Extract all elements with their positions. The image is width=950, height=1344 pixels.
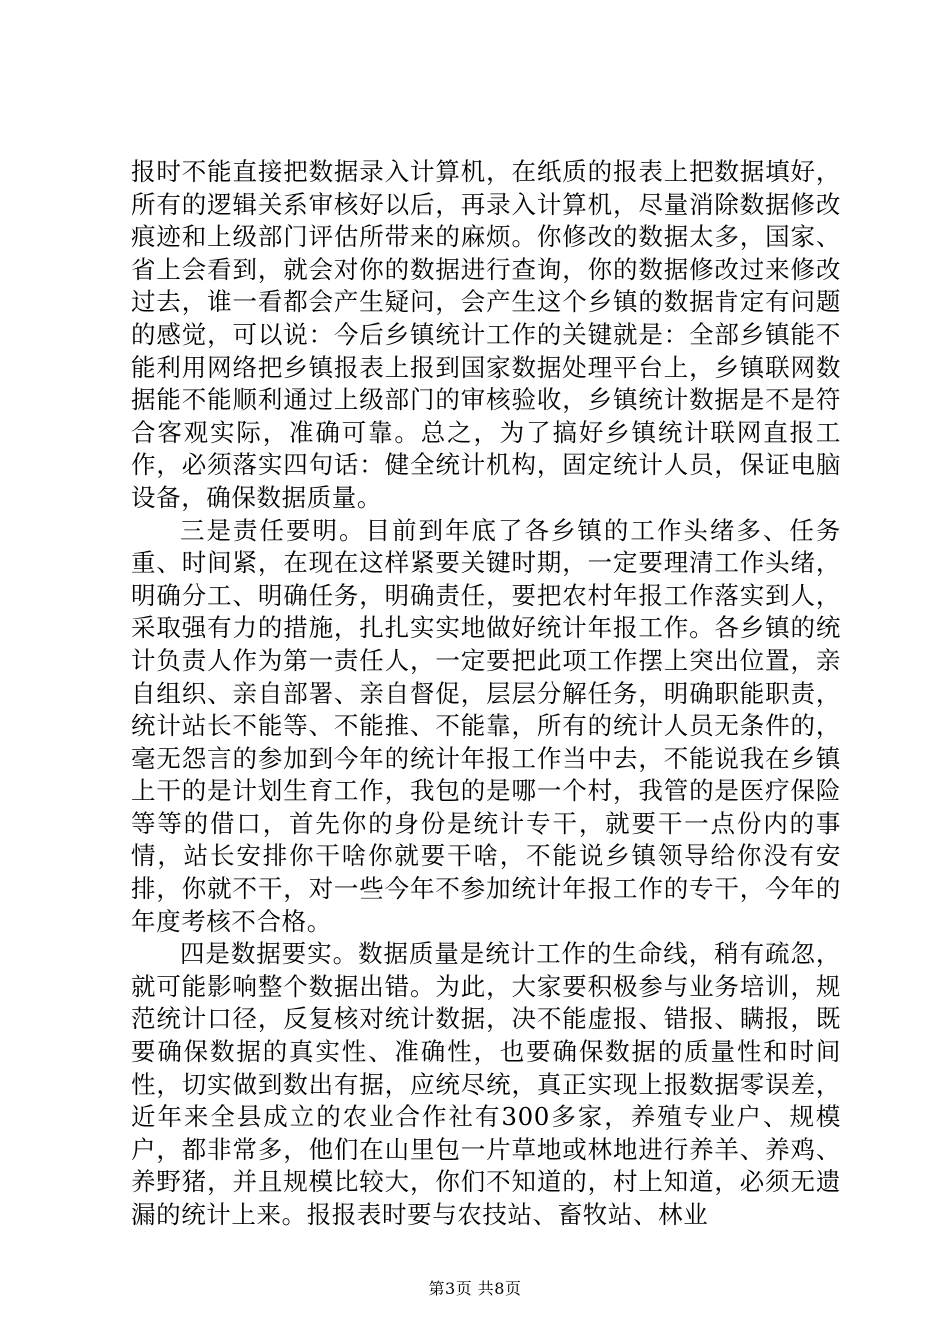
- page-number: 第3页 共8页: [428, 1279, 522, 1298]
- paragraph-responsibility: 三是责任要明。目前到年底了各乡镇的工作头绪多、任务重、时间紧，在现在这样紧要关键时期，一定要理清工作头绪，明确分工、明确任务，明确责任，要把农村年报工作落实到人，采取强有力的措施，扎扎实实地做好统计年报工作。各乡镇的统计负责人作为第一责任人，一定要把此项工作摆上突出位置，亲自组织、亲自部署、亲自督促，层层分解任务，明确职能职责，统计站长不能等、不能推、不能靠，所有的统计人员无条件的，毫无怨言的参加到今年的统计年报工作当中去，不能说我在乡镇上干的是计划生育工作，我包的是哪一个村，我管的是医疗保险等等的借口，首先你的身份是统计专干，就要干一点份内的事情，站长安排你干啥你就要干啥，不能说乡镇领导给你没有安排，你就不干，对一些今年不参加统计年报工作的专干，今年的年度考核不合格。: [131, 515, 841, 936]
- document-body: [131, 156, 841, 1232]
- paragraph-data-quality: 四是数据要实。数据质量是统计工作的生命线，稍有疏忽，就可能影响整个数据出错。为此，大家要积极参与业务培训，规范统计口径，反复核对统计数据，决不能虚报、错报、瞒报，既要确保数据的真实性、准确性，也要确保数据的质量性和时间性，切实做到数出有据，应统尽统，真正实现上报数据零误差，近年来全县成立的农业合作社有300多家，养殖专业户、规模户，都非常多，他们在山里包一片草地或林地进行养羊、养鸡、养野猪，并且规模比较大，你们不知道的，村上知道，必须无遗漏的统计上来。报报表时要与农技站、畜牧站、林业: [131, 939, 841, 1229]
- page-footer: [0, 1278, 950, 1300]
- paragraph-continued: 报时不能直接把数据录入计算机，在纸质的报表上把数据填好，所有的逻辑关系审核好以后，再录入计算机，尽量消除数据修改痕迹和上级部门评估所带来的麻烦。你修改的数据太多，国家、省上会看到，就会对你的数据进行查询，你的数据修改过来修改过去，谁一看都会产生疑问，会产生这个乡镇的数据肯定有问题的感觉，可以说：今后乡镇统计工作的关键就是：全部乡镇能不能利用网络把乡镇报表上报到国家数据处理平台上，乡镇联网数据能不能顺利通过上级部门的审核验收，乡镇统计数据是不是符合客观实际，准确可靠。总之，为了搞好乡镇统计联网直报工作，必须落实四句话：健全统计机构，固定统计人员，保证电脑设备，确保数据质量。: [131, 157, 841, 512]
